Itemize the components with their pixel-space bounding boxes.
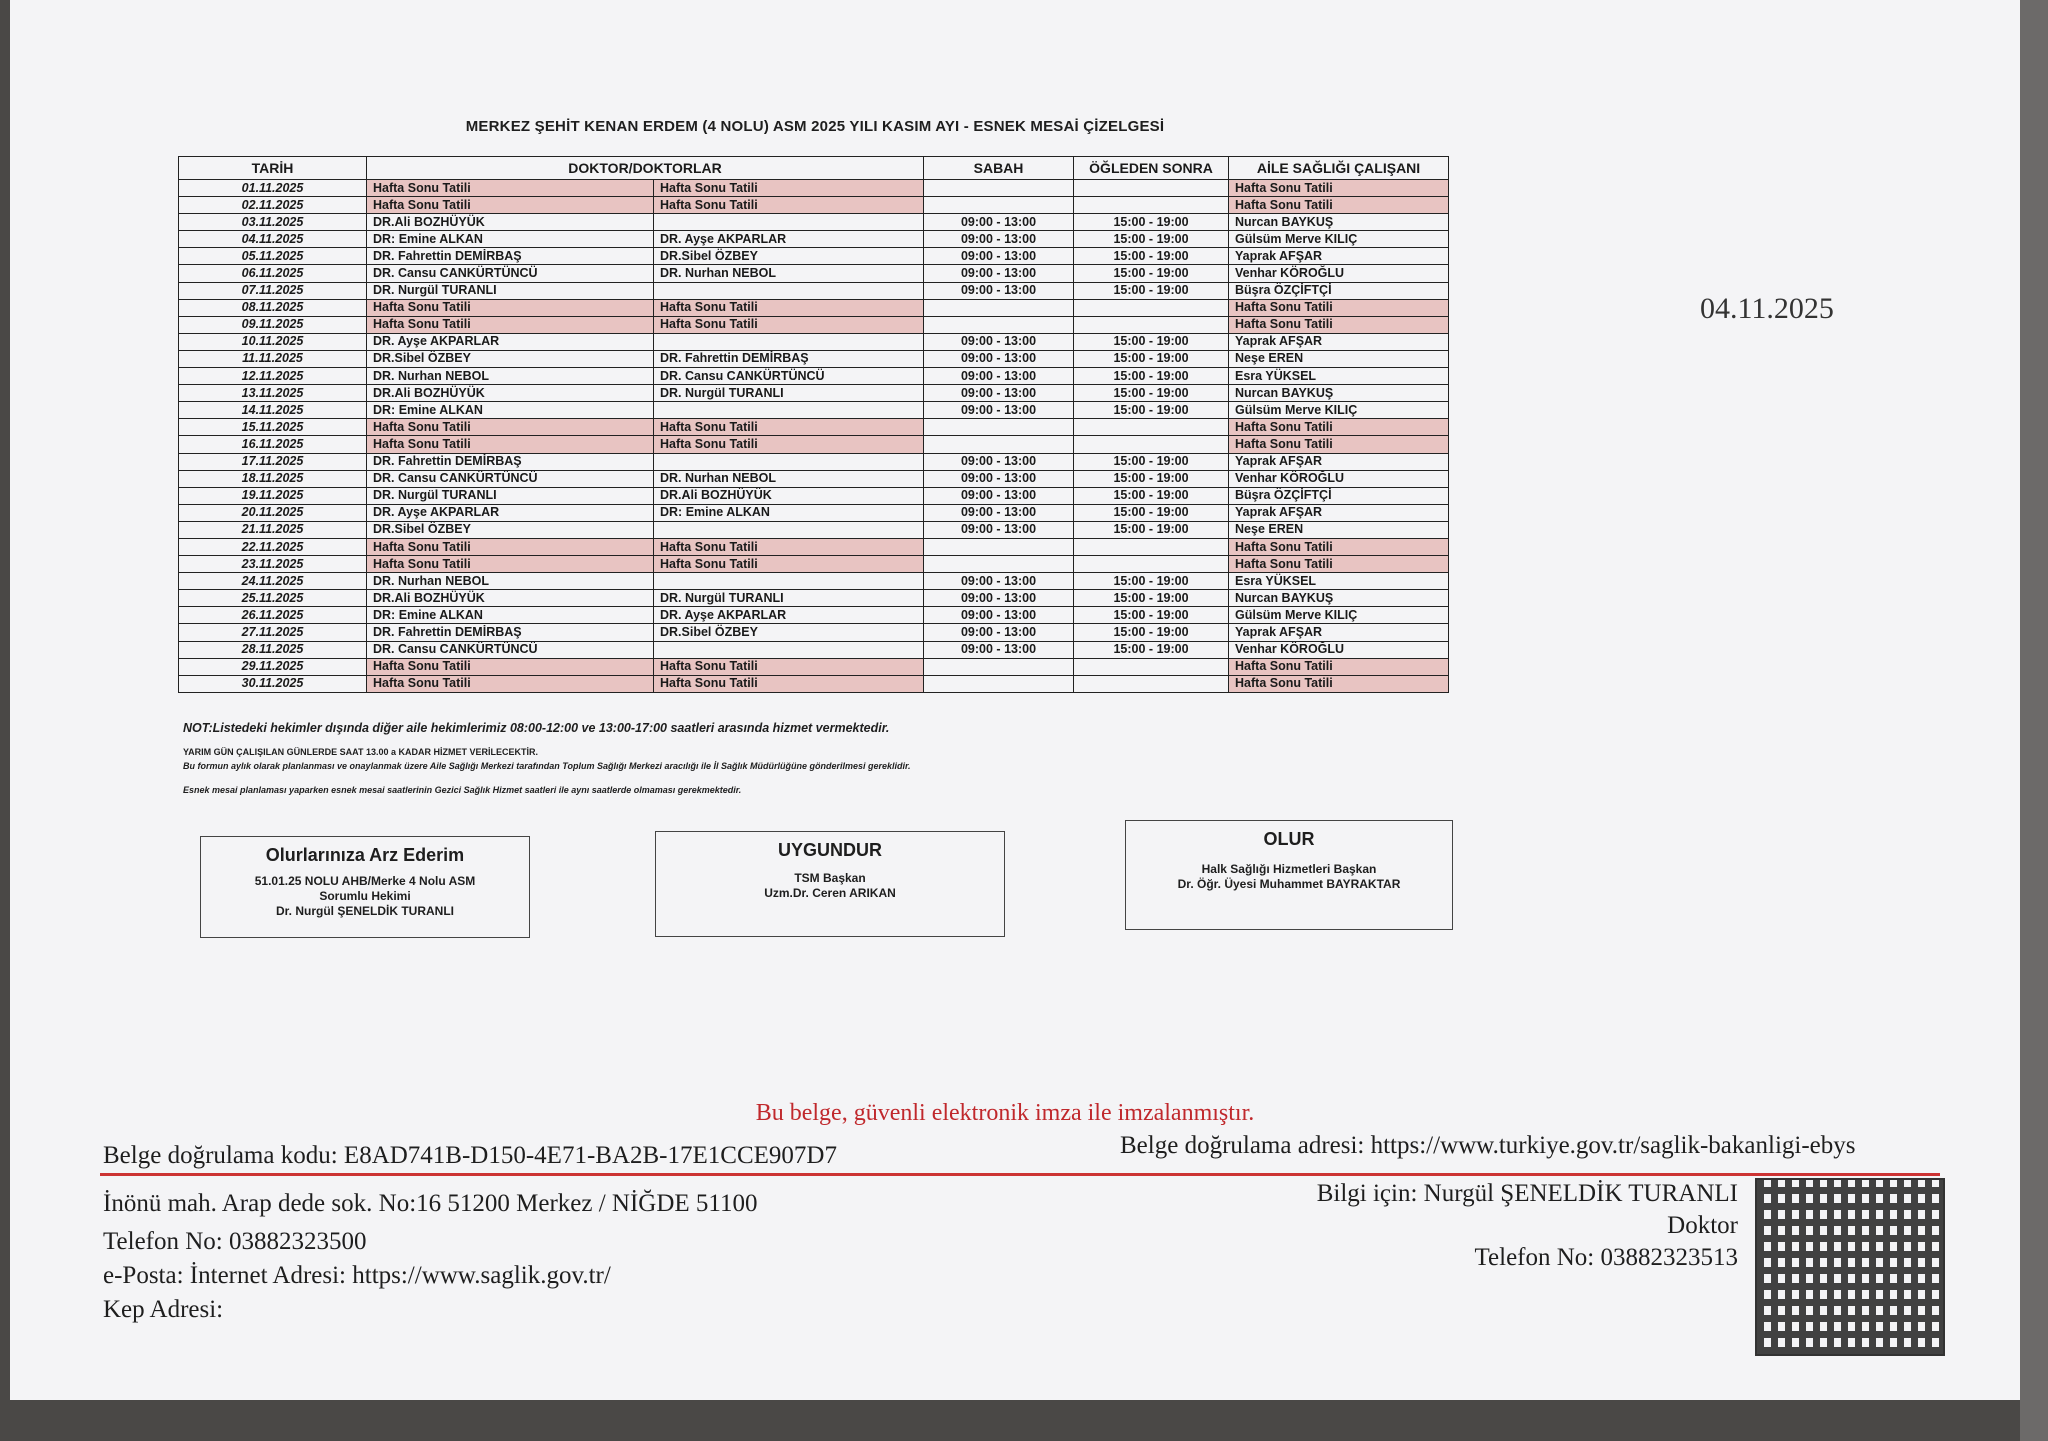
row-date: 20.11.2025: [179, 504, 367, 521]
row-morning: 09:00 - 13:00: [924, 624, 1074, 641]
row-morning: [924, 316, 1074, 333]
row-morning: 09:00 - 13:00: [924, 214, 1074, 231]
row-morning: 09:00 - 13:00: [924, 590, 1074, 607]
row-health-worker: Nurcan BAYKUŞ: [1229, 590, 1449, 607]
row-morning: [924, 419, 1074, 436]
row-afternoon: 15:00 - 19:00: [1074, 350, 1229, 367]
row-date: 04.11.2025: [179, 231, 367, 248]
table-row: [179, 607, 1449, 624]
table-row: [179, 453, 1449, 470]
row-date: 29.11.2025: [179, 658, 367, 675]
esignature-notice: Bu belge, güvenli elektronik imza ile imzalanmıştır.: [755, 1100, 1255, 1126]
row-afternoon: 15:00 - 19:00: [1074, 573, 1229, 590]
row-date: 24.11.2025: [179, 573, 367, 590]
signature-box-approve: [655, 831, 1005, 937]
row-date: 03.11.2025: [179, 214, 367, 231]
note-2: YARIM GÜN ÇALIŞILAN GÜNLERDE SAAT 13.00 a KADAR HİZMET VERİLECEKTİR.: [183, 747, 539, 757]
row-date: 26.11.2025: [179, 607, 367, 624]
table-row: [179, 402, 1449, 419]
signature-line: Sorumlu Hekimi: [319, 889, 411, 903]
row-doctor-2: [654, 282, 924, 299]
row-afternoon: 15:00 - 19:00: [1074, 402, 1229, 419]
signature-line: Halk Sağlığı Hizmetleri Başkan: [1201, 862, 1377, 876]
row-doctor-2: Hafta Sonu Tatili: [654, 538, 924, 555]
row-health-worker: Yaprak AFŞAR: [1229, 333, 1449, 350]
row-date: 28.11.2025: [179, 641, 367, 658]
table-row: [179, 214, 1449, 231]
row-doctor-1: DR. Nurhan NEBOL: [367, 368, 654, 385]
row-date: 16.11.2025: [179, 436, 367, 453]
row-doctor-1: Hafta Sonu Tatili: [367, 299, 654, 316]
row-health-worker: Neşe EREN: [1229, 350, 1449, 367]
header-afternoon: ÖĞLEDEN SONRA: [1074, 157, 1229, 180]
table-row: [179, 556, 1449, 573]
row-doctor-1: DR. Ayşe AKPARLAR: [367, 333, 654, 350]
row-doctor-2: Hafta Sonu Tatili: [654, 658, 924, 675]
row-doctor-1: DR: Emine ALKAN: [367, 607, 654, 624]
table-row: [179, 350, 1449, 367]
background-surface: [2020, 0, 2048, 1441]
table-header-row: [179, 157, 1449, 180]
table-row: [179, 333, 1449, 350]
row-doctor-1: DR. Fahrettin DEMİRBAŞ: [367, 248, 654, 265]
row-date: 12.11.2025: [179, 368, 367, 385]
row-doctor-2: Hafta Sonu Tatili: [654, 419, 924, 436]
row-health-worker: Hafta Sonu Tatili: [1229, 316, 1449, 333]
row-health-worker: Hafta Sonu Tatili: [1229, 675, 1449, 692]
row-date: 02.11.2025: [179, 197, 367, 214]
row-health-worker: Venhar KÖROĞLU: [1229, 265, 1449, 282]
row-morning: 09:00 - 13:00: [924, 265, 1074, 282]
row-doctor-1: Hafta Sonu Tatili: [367, 538, 654, 555]
row-doctor-2: [654, 333, 924, 350]
table-row: [179, 265, 1449, 282]
row-health-worker: Nurcan BAYKUŞ: [1229, 214, 1449, 231]
row-doctor-1: DR. Nurgül TURANLI: [367, 282, 654, 299]
row-health-worker: Yaprak AFŞAR: [1229, 248, 1449, 265]
header-date: TARİH: [179, 157, 367, 180]
row-health-worker: Neşe EREN: [1229, 521, 1449, 538]
signature-title: Olurlarınıza Arz Ederim: [265, 845, 465, 865]
row-doctor-2: Hafta Sonu Tatili: [654, 556, 924, 573]
kep-address: Kep Adresi:: [103, 1296, 224, 1323]
row-doctor-2: [654, 402, 924, 419]
table-row: [179, 504, 1449, 521]
row-morning: 09:00 - 13:00: [924, 350, 1074, 367]
row-health-worker: Hafta Sonu Tatili: [1229, 299, 1449, 316]
row-afternoon: 15:00 - 19:00: [1074, 487, 1229, 504]
row-doctor-1: DR. Nurhan NEBOL: [367, 573, 654, 590]
row-date: 18.11.2025: [179, 470, 367, 487]
row-morning: 09:00 - 13:00: [924, 521, 1074, 538]
row-date: 10.11.2025: [179, 333, 367, 350]
table-row: [179, 385, 1449, 402]
row-morning: [924, 538, 1074, 555]
row-health-worker: Gülsüm Merve KILIÇ: [1229, 607, 1449, 624]
row-doctor-2: DR.Sibel ÖZBEY: [654, 624, 924, 641]
table-row: [179, 470, 1449, 487]
row-doctor-1: DR.Sibel ÖZBEY: [367, 350, 654, 367]
row-health-worker: Hafta Sonu Tatili: [1229, 197, 1449, 214]
row-doctor-2: DR.Sibel ÖZBEY: [654, 248, 924, 265]
signature-line: Uzm.Dr. Ceren ARIKAN: [764, 886, 896, 900]
row-doctor-1: Hafta Sonu Tatili: [367, 419, 654, 436]
table-row: [179, 573, 1449, 590]
row-health-worker: Gülsüm Merve KILIÇ: [1229, 231, 1449, 248]
row-morning: [924, 299, 1074, 316]
row-date: 23.11.2025: [179, 556, 367, 573]
row-afternoon: 15:00 - 19:00: [1074, 231, 1229, 248]
signature-title: OLUR: [1263, 829, 1315, 849]
row-doctor-2: [654, 641, 924, 658]
row-doctor-1: DR. Nurgül TURANLI: [367, 487, 654, 504]
row-date: 01.11.2025: [179, 180, 367, 197]
row-health-worker: Esra YÜKSEL: [1229, 368, 1449, 385]
row-morning: [924, 675, 1074, 692]
signature-line: TSM Başkan: [794, 871, 866, 885]
row-morning: 09:00 - 13:00: [924, 607, 1074, 624]
row-doctor-1: DR.Ali BOZHÜYÜK: [367, 590, 654, 607]
row-doctor-1: Hafta Sonu Tatili: [367, 316, 654, 333]
row-afternoon: 15:00 - 19:00: [1074, 453, 1229, 470]
row-doctor-2: DR. Ayşe AKPARLAR: [654, 231, 924, 248]
row-afternoon: [1074, 436, 1229, 453]
qr-code-icon: [1755, 1178, 1945, 1356]
row-date: 25.11.2025: [179, 590, 367, 607]
row-doctor-2: [654, 214, 924, 231]
row-doctor-1: Hafta Sonu Tatili: [367, 675, 654, 692]
row-morning: 09:00 - 13:00: [924, 385, 1074, 402]
row-morning: 09:00 - 13:00: [924, 231, 1074, 248]
row-doctor-1: Hafta Sonu Tatili: [367, 556, 654, 573]
row-date: 17.11.2025: [179, 453, 367, 470]
row-health-worker: Gülsüm Merve KILIÇ: [1229, 402, 1449, 419]
row-date: 06.11.2025: [179, 265, 367, 282]
row-afternoon: 15:00 - 19:00: [1074, 590, 1229, 607]
row-afternoon: [1074, 419, 1229, 436]
row-date: 05.11.2025: [179, 248, 367, 265]
row-afternoon: 15:00 - 19:00: [1074, 368, 1229, 385]
phone: Telefon No: 03882323500: [103, 1228, 367, 1255]
row-afternoon: [1074, 675, 1229, 692]
row-date: 09.11.2025: [179, 316, 367, 333]
row-doctor-1: DR. Cansu CANKÜRTÜNCÜ: [367, 265, 654, 282]
row-doctor-2: DR. Nurgül TURANLI: [654, 590, 924, 607]
row-afternoon: 15:00 - 19:00: [1074, 521, 1229, 538]
row-doctor-2: DR. Ayşe AKPARLAR: [654, 607, 924, 624]
signature-line: 51.01.25 NOLU AHB/Merke 4 Nolu ASM: [254, 874, 476, 888]
row-date: 15.11.2025: [179, 419, 367, 436]
contact-info: Bilgi için: Nurgül ŞENELDİK TURANLI: [1316, 1180, 1738, 1207]
row-health-worker: Büşra ÖZÇİFTÇİ: [1229, 282, 1449, 299]
row-doctor-1: DR. Ayşe AKPARLAR: [367, 504, 654, 521]
row-morning: 09:00 - 13:00: [924, 470, 1074, 487]
row-date: 22.11.2025: [179, 538, 367, 555]
row-morning: [924, 436, 1074, 453]
row-morning: 09:00 - 13:00: [924, 641, 1074, 658]
table-row: [179, 299, 1449, 316]
row-doctor-2: Hafta Sonu Tatili: [654, 197, 924, 214]
row-date: 07.11.2025: [179, 282, 367, 299]
row-health-worker: Yaprak AFŞAR: [1229, 624, 1449, 641]
notes: [183, 721, 911, 795]
schedule-table: [178, 156, 1449, 693]
row-health-worker: Yaprak AFŞAR: [1229, 453, 1449, 470]
row-afternoon: 15:00 - 19:00: [1074, 607, 1229, 624]
row-health-worker: Venhar KÖROĞLU: [1229, 641, 1449, 658]
row-morning: 09:00 - 13:00: [924, 248, 1074, 265]
header-morning: SABAH: [924, 157, 1074, 180]
row-doctor-2: Hafta Sonu Tatili: [654, 675, 924, 692]
row-afternoon: 15:00 - 19:00: [1074, 282, 1229, 299]
verification-address: Belge doğrulama adresi: https://www.turkiye.gov.tr/saglik-bakanligi-ebys: [1120, 1132, 1856, 1159]
signature-box-submit: [200, 836, 530, 938]
row-doctor-2: [654, 521, 924, 538]
document-title: MERKEZ ŞEHİT KENAN ERDEM (4 NOLU) ASM 2025 YILI KASIM AYI - ESNEK MESAİ ÇİZELGESİ: [465, 118, 1165, 135]
table-row: [179, 658, 1449, 675]
row-health-worker: Hafta Sonu Tatili: [1229, 180, 1449, 197]
row-health-worker: Nurcan BAYKUŞ: [1229, 385, 1449, 402]
row-afternoon: 15:00 - 19:00: [1074, 385, 1229, 402]
row-morning: 09:00 - 13:00: [924, 573, 1074, 590]
row-doctor-2: DR.Ali BOZHÜYÜK: [654, 487, 924, 504]
document-date: 04.11.2025: [1700, 292, 1834, 325]
row-afternoon: 15:00 - 19:00: [1074, 641, 1229, 658]
note-4: Esnek mesai planlaması yaparken esnek mesai saatlerinin Gezici Sağlık Hizmet saatleri ile aynı saatlerde olmaması gerekmektedir.: [183, 785, 742, 795]
row-afternoon: [1074, 658, 1229, 675]
row-doctor-2: DR. Nurhan NEBOL: [654, 265, 924, 282]
row-morning: 09:00 - 13:00: [924, 368, 1074, 385]
row-health-worker: Hafta Sonu Tatili: [1229, 419, 1449, 436]
divider: [100, 1173, 1940, 1176]
row-health-worker: Hafta Sonu Tatili: [1229, 658, 1449, 675]
signature-line: Dr. Öğr. Üyesi Muhammet BAYRAKTAR: [1177, 877, 1401, 891]
row-morning: 09:00 - 13:00: [924, 333, 1074, 350]
row-date: 30.11.2025: [179, 675, 367, 692]
row-doctor-1: DR: Emine ALKAN: [367, 231, 654, 248]
row-afternoon: 15:00 - 19:00: [1074, 214, 1229, 231]
row-afternoon: [1074, 538, 1229, 555]
row-health-worker: Hafta Sonu Tatili: [1229, 556, 1449, 573]
row-date: 11.11.2025: [179, 350, 367, 367]
table-row: [179, 316, 1449, 333]
row-doctor-1: DR: Emine ALKAN: [367, 402, 654, 419]
row-afternoon: [1074, 556, 1229, 573]
row-doctor-1: Hafta Sonu Tatili: [367, 436, 654, 453]
row-afternoon: 15:00 - 19:00: [1074, 504, 1229, 521]
table-row: [179, 231, 1449, 248]
note-1: NOT:Listedeki hekimler dışında diğer aile hekimlerimiz 08:00-12:00 ve 13:00-17:00 saatleri arasında hizmet vermektedir.: [183, 721, 890, 735]
row-doctor-1: Hafta Sonu Tatili: [367, 180, 654, 197]
table-row: [179, 538, 1449, 555]
table-row: [179, 248, 1449, 265]
row-doctor-2: DR. Nurgül TURANLI: [654, 385, 924, 402]
row-doctor-1: DR.Ali BOZHÜYÜK: [367, 214, 654, 231]
row-health-worker: Esra YÜKSEL: [1229, 573, 1449, 590]
row-morning: 09:00 - 13:00: [924, 453, 1074, 470]
row-doctor-2: Hafta Sonu Tatili: [654, 436, 924, 453]
row-afternoon: 15:00 - 19:00: [1074, 265, 1229, 282]
row-health-worker: Büşra ÖZÇİFTÇİ: [1229, 487, 1449, 504]
row-doctor-2: DR. Nurhan NEBOL: [654, 470, 924, 487]
table-row: [179, 521, 1449, 538]
row-health-worker: Hafta Sonu Tatili: [1229, 538, 1449, 555]
row-health-worker: Hafta Sonu Tatili: [1229, 436, 1449, 453]
row-doctor-1: DR. Fahrettin DEMİRBAŞ: [367, 453, 654, 470]
row-doctor-1: Hafta Sonu Tatili: [367, 658, 654, 675]
email: e-Posta: İnternet Adresi: https://www.saglik.gov.tr/: [103, 1262, 611, 1289]
header-doctors: DOKTOR/DOKTORLAR: [367, 157, 924, 180]
row-doctor-1: Hafta Sonu Tatili: [367, 197, 654, 214]
row-morning: 09:00 - 13:00: [924, 504, 1074, 521]
row-date: 13.11.2025: [179, 385, 367, 402]
table-row: [179, 180, 1449, 197]
row-doctor-1: DR. Cansu CANKÜRTÜNCÜ: [367, 641, 654, 658]
row-morning: [924, 658, 1074, 675]
row-afternoon: [1074, 316, 1229, 333]
table-row: [179, 487, 1449, 504]
table-row: [179, 368, 1449, 385]
row-doctor-2: DR. Fahrettin DEMİRBAŞ: [654, 350, 924, 367]
row-date: 21.11.2025: [179, 521, 367, 538]
row-doctor-2: Hafta Sonu Tatili: [654, 316, 924, 333]
row-doctor-2: Hafta Sonu Tatili: [654, 299, 924, 316]
row-morning: 09:00 - 13:00: [924, 402, 1074, 419]
table-row: [179, 197, 1449, 214]
table-row: [179, 624, 1449, 641]
row-afternoon: 15:00 - 19:00: [1074, 248, 1229, 265]
row-health-worker: Venhar KÖROĞLU: [1229, 470, 1449, 487]
row-afternoon: 15:00 - 19:00: [1074, 333, 1229, 350]
row-afternoon: [1074, 299, 1229, 316]
signature-box-olur: [1125, 820, 1453, 930]
row-doctor-1: DR.Ali BOZHÜYÜK: [367, 385, 654, 402]
row-afternoon: [1074, 197, 1229, 214]
row-morning: 09:00 - 13:00: [924, 487, 1074, 504]
row-doctor-2: DR: Emine ALKAN: [654, 504, 924, 521]
schedule-body: [179, 180, 1449, 693]
row-morning: 09:00 - 13:00: [924, 282, 1074, 299]
row-doctor-2: DR. Cansu CANKÜRTÜNCÜ: [654, 368, 924, 385]
row-doctor-2: [654, 573, 924, 590]
verification-code: Belge doğrulama kodu: E8AD741B-D150-4E71-BA2B-17E1CCE907D7: [103, 1142, 837, 1169]
table-row: [179, 282, 1449, 299]
signature-line: Dr. Nurgül ŞENELDİK TURANLI: [275, 904, 454, 918]
row-afternoon: [1074, 180, 1229, 197]
row-doctor-1: DR.Sibel ÖZBEY: [367, 521, 654, 538]
row-doctor-2: [654, 453, 924, 470]
table-row: [179, 419, 1449, 436]
table-row: [179, 675, 1449, 692]
row-doctor-1: DR. Fahrettin DEMİRBAŞ: [367, 624, 654, 641]
address: İnönü mah. Arap dede sok. No:16 51200 Merkez / NİĞDE 51100: [103, 1190, 758, 1217]
row-date: 19.11.2025: [179, 487, 367, 504]
header-health-worker: AİLE SAĞLIĞI ÇALIŞANI: [1229, 157, 1449, 180]
contact-role: Doktor: [1667, 1212, 1738, 1239]
row-date: 08.11.2025: [179, 299, 367, 316]
table-row: [179, 436, 1449, 453]
row-afternoon: 15:00 - 19:00: [1074, 470, 1229, 487]
signature-title: UYGUNDUR: [777, 840, 882, 860]
note-3: Bu formun aylık olarak planlanması ve onaylanmak üzere Aile Sağlığı Merkezi tarafından Toplum Sağlığı Merkezi aracılığı ile İl Sağlık Müdürlüğüne gönderilmesi gereklidir.: [183, 761, 911, 771]
row-morning: [924, 180, 1074, 197]
row-afternoon: 15:00 - 19:00: [1074, 624, 1229, 641]
row-health-worker: Yaprak AFŞAR: [1229, 504, 1449, 521]
table-row: [179, 641, 1449, 658]
table-row: [179, 590, 1449, 607]
row-doctor-1: DR. Cansu CANKÜRTÜNCÜ: [367, 470, 654, 487]
row-doctor-2: Hafta Sonu Tatili: [654, 180, 924, 197]
row-morning: [924, 197, 1074, 214]
row-date: 27.11.2025: [179, 624, 367, 641]
row-morning: [924, 556, 1074, 573]
row-date: 14.11.2025: [179, 402, 367, 419]
contact-phone: Telefon No: 03882323513: [1474, 1244, 1738, 1271]
